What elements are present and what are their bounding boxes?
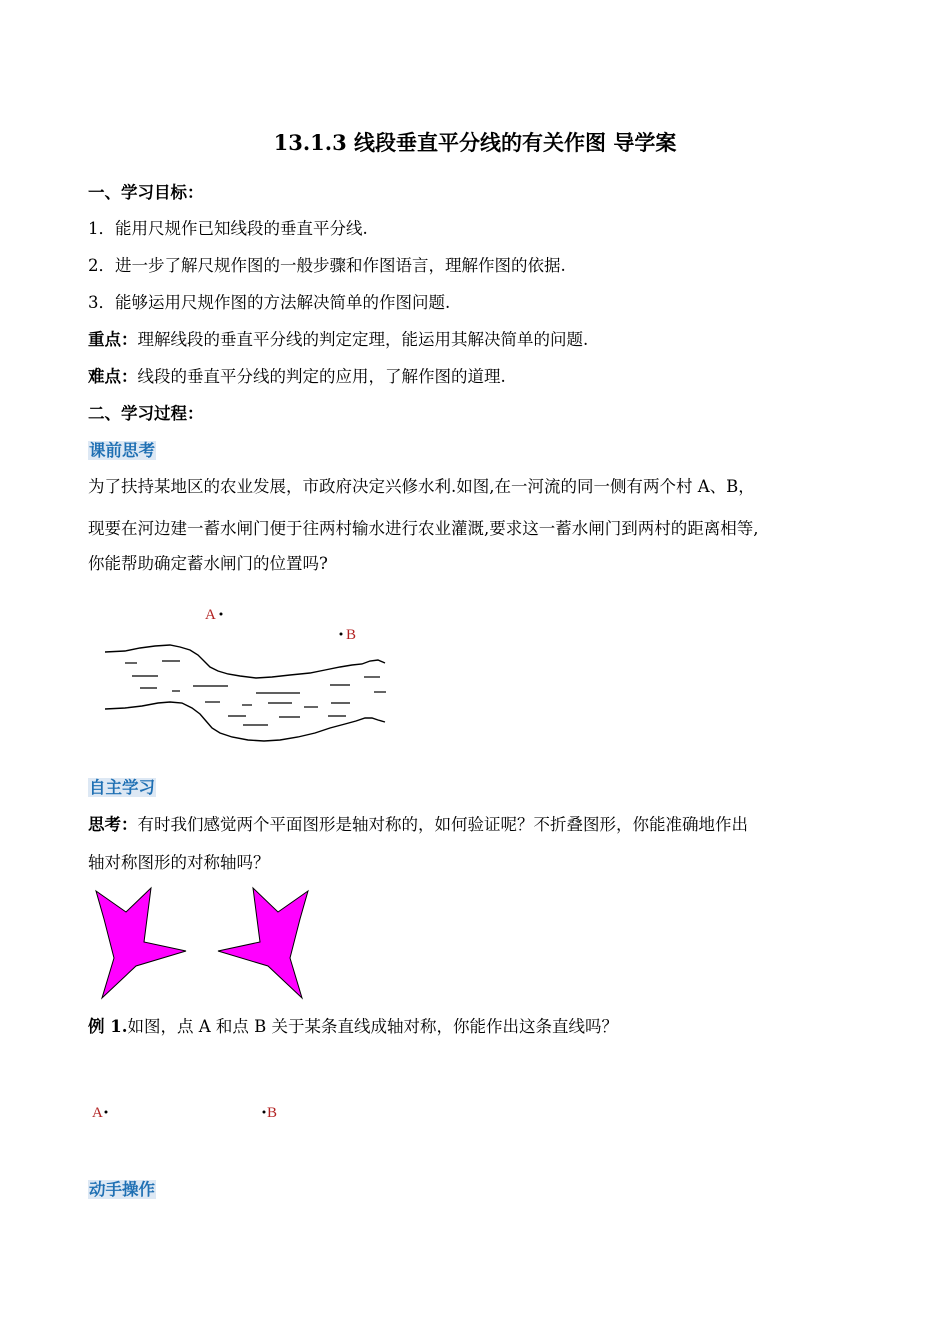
think-text-cont: 轴对称图形的对称轴吗？ <box>88 853 270 872</box>
example-point-a <box>105 1111 108 1114</box>
preclass-line: 你能帮助确定蓄水闸门的位置吗? <box>88 554 328 573</box>
section-heading-goals: 一、学习目标： <box>88 183 204 202</box>
example-label: 例 1. <box>88 1017 128 1036</box>
page-title: 13.1.3 线段垂直平分线的有关作图 导学案 <box>273 130 677 155</box>
river-point-a-label: A <box>205 607 216 623</box>
difficult-point-label: 难点： <box>88 367 138 386</box>
goal-item: 3．能够运用尺规作图的方法解决简单的作图问题. <box>88 293 451 312</box>
think-text: 有时我们感觉两个平面图形是轴对称的，如何验证呢？不折叠图形，你能准确地作出 <box>137 815 748 834</box>
preclass-line: 为了扶持某地区的农业发展，市政府决定兴修水利.如图,在一河流的同一侧有两个村 A、B， <box>88 477 755 496</box>
hands-on-heading: 动手操作 <box>89 1180 155 1199</box>
key-point-text: 理解线段的垂直平分线的判定定理，能运用其解决简单的问题. <box>137 330 589 349</box>
hands-on-heading-wrap <box>88 1179 156 1201</box>
key-point-label: 重点： <box>88 330 138 349</box>
example-point-b-label: B <box>267 1105 278 1121</box>
example-point-b <box>263 1111 266 1114</box>
think-label: 思考： <box>88 815 138 834</box>
preclass-line: 现要在河边建一蓄水闸门便于往两村输水进行农业灌溉,要求这一蓄水闸门到两村的距离相等, <box>88 519 759 538</box>
river-point-b-label: B <box>346 627 357 643</box>
preclass-heading: 课前思考 <box>89 441 155 460</box>
difficult-point-text: 线段的垂直平分线的判定的应用，了解作图的道理. <box>137 367 506 386</box>
goal-item: 2．进一步了解尺规作图的一般步骤和作图语言，理解作图的依据. <box>88 256 566 275</box>
section-heading-process: 二、学习过程： <box>88 404 204 423</box>
example-point-a-label: A <box>92 1105 103 1121</box>
goal-item: 1．能用尺规作已知线段的垂直平分线. <box>88 219 368 238</box>
example-text: 如图，点 A 和点 B 关于某条直线成轴对称，你能作出这条直线吗？ <box>127 1017 619 1036</box>
self-study-heading: 自主学习 <box>89 778 155 797</box>
